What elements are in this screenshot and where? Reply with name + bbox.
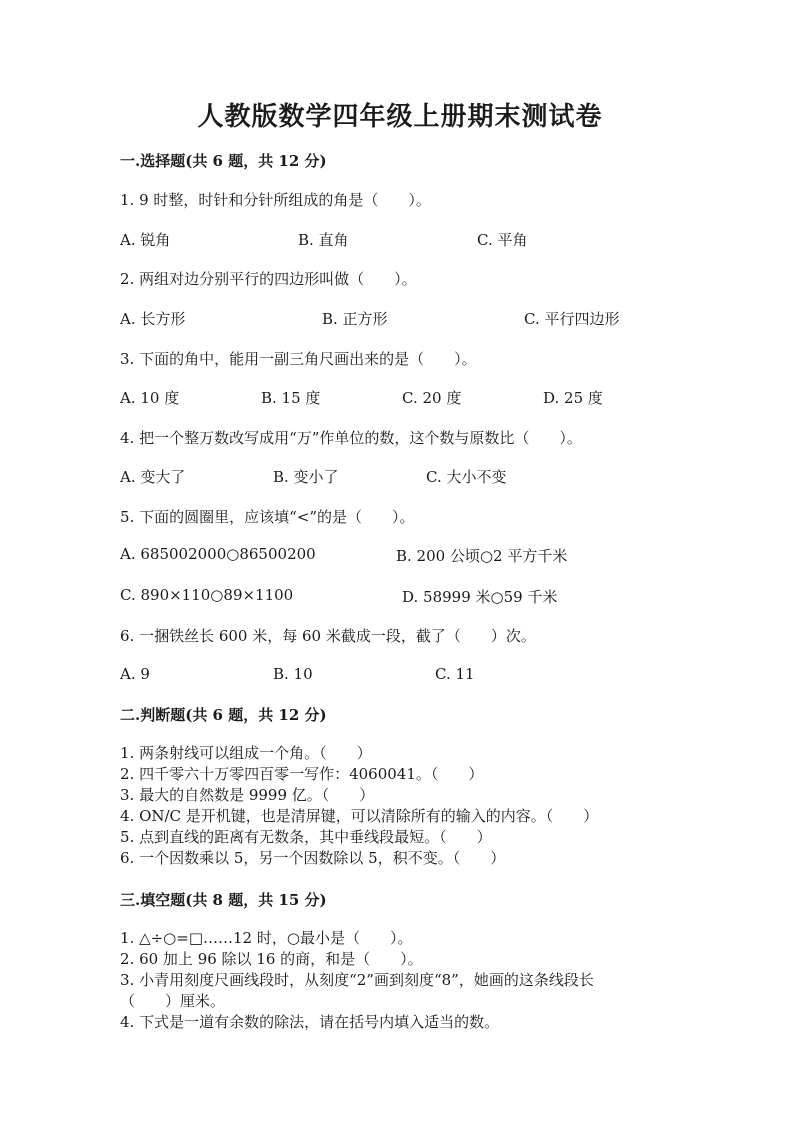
judgement-item-6: 6. 一个因数乘以 5，另一个因数除以 5，积不变。（ ）: [120, 849, 506, 867]
question-3-option-d: D. 25 度: [543, 389, 603, 407]
question-4-option-a: A. 变大了: [120, 468, 186, 486]
section-heading-choice: 一.选择题(共 6 题，共 12 分): [120, 152, 327, 170]
question-5: 5. 下面的圆圈里，应该填“<”的是（ ）。: [120, 508, 415, 526]
fill-item-4: 4. 下式是一道有余数的除法，请在括号内填入适当的数。: [120, 1013, 500, 1031]
question-1-option-b: B. 直角: [298, 231, 349, 249]
question-4-option-b: B. 变小了: [273, 468, 339, 486]
question-5-option-c: C. 890×110○89×1100: [120, 586, 294, 604]
fill-item-3-continued: （ ）厘米。: [120, 992, 226, 1010]
question-1-option-c: C. 平角: [477, 231, 528, 249]
page-title: 人教版数学四年级上册期末测试卷: [197, 102, 603, 132]
question-2-option-a: A. 长方形: [120, 310, 186, 328]
judgement-item-5: 5. 点到直线的距离有无数条，其中垂线段最短。（ ）: [120, 828, 492, 846]
question-2-option-c: C. 平行四边形: [524, 310, 620, 328]
question-6: 6. 一捆铁丝长 600 米，每 60 米截成一段，截了（ ）次。: [120, 627, 536, 645]
fill-item-3: 3. 小青用刻度尺画线段时，从刻度“2”画到刻度“8”，她画的这条线段长: [120, 971, 594, 989]
question-1-option-a: A. 锐角: [120, 231, 171, 249]
question-3: 3. 下面的角中，能用一副三角尺画出来的是（ ）。: [120, 350, 477, 368]
question-5-option-b: B. 200 公顷○2 平方千米: [396, 547, 568, 565]
question-5-option-a: A. 685002000○86500200: [120, 545, 316, 563]
question-6-option-c: C. 11: [435, 665, 475, 683]
question-2: 2. 两组对边分别平行的四边形叫做（ ）。: [120, 270, 417, 288]
judgement-item-2: 2. 四千零六十万零四百零一写作：4060041。（ ）: [120, 765, 484, 783]
judgement-item-4: 4. ON/C 是开机键，也是清屏键，可以清除所有的输入的内容。（ ）: [120, 807, 599, 825]
section-heading-judgement: 二.判断题(共 6 题，共 12 分): [120, 706, 327, 724]
fill-item-2: 2. 60 加上 96 除以 16 的商，和是（ ）。: [120, 950, 423, 968]
question-6-option-a: A. 9: [120, 665, 150, 683]
judgement-item-3: 3. 最大的自然数是 9999 亿。（ ）: [120, 786, 375, 804]
section-heading-fill-blank: 三.填空题(共 8 题，共 15 分): [120, 891, 327, 909]
question-4-option-c: C. 大小不变: [426, 468, 507, 486]
question-5-option-d: D. 58999 米○59 千米: [402, 588, 558, 606]
fill-item-1: 1. △÷○=□……12 时，○最小是（ ）。: [120, 929, 413, 947]
question-4: 4. 把一个整万数改写成用“万”作单位的数，这个数与原数比（ ）。: [120, 429, 582, 447]
judgement-item-1: 1. 两条射线可以组成一个角。（ ）: [120, 744, 372, 762]
question-1: 1. 9 时整，时针和分针所组成的角是（ ）。: [120, 191, 431, 209]
question-3-option-c: C. 20 度: [402, 389, 462, 407]
question-6-option-b: B. 10: [273, 665, 313, 683]
question-2-option-b: B. 正方形: [322, 310, 388, 328]
question-3-option-b: B. 15 度: [261, 389, 321, 407]
question-3-option-a: A. 10 度: [120, 389, 180, 407]
